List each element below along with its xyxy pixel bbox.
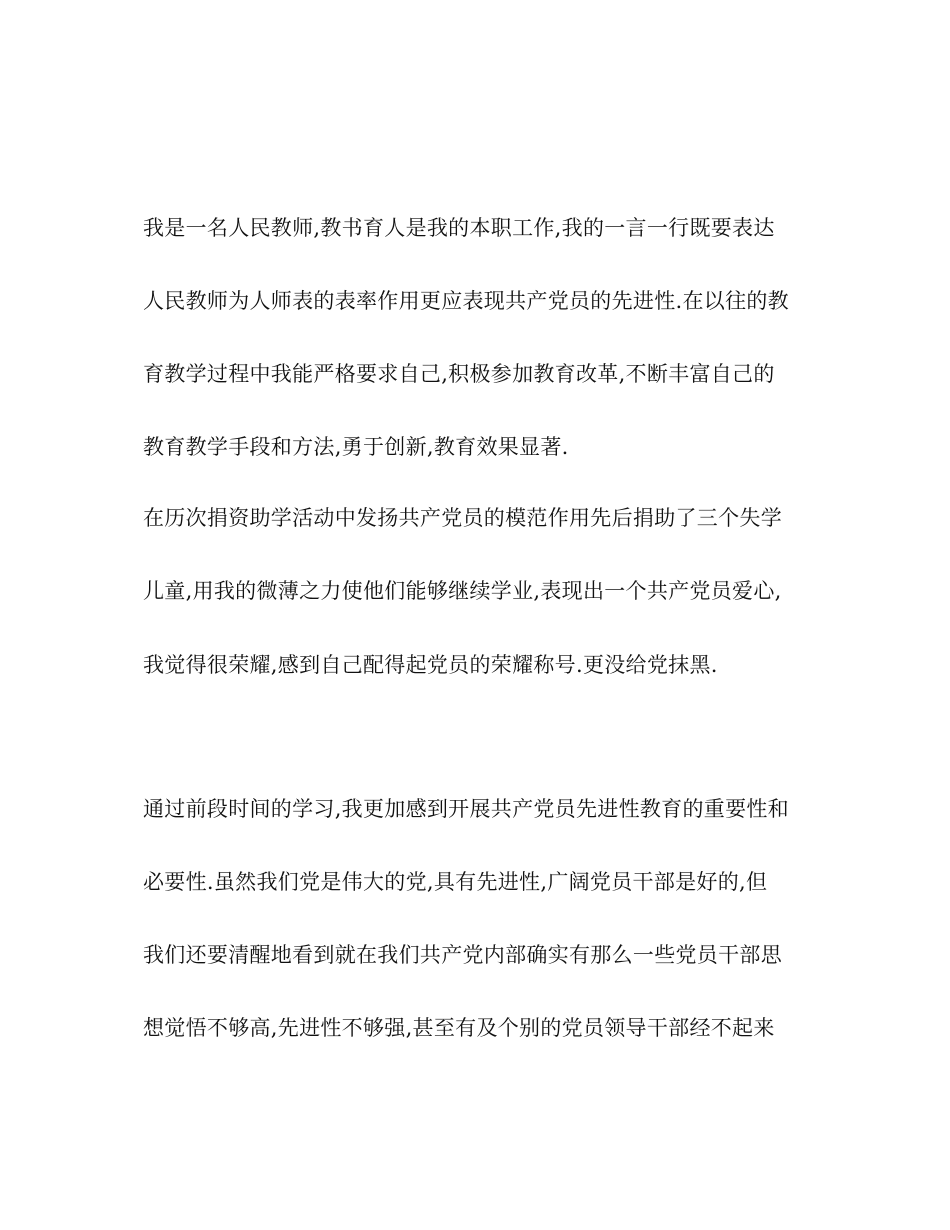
paragraph-line: 通过前段时间的学习,我更加感到开展共产党员先进性教育的重要性和 — [143, 797, 789, 821]
paragraph-line: 想觉悟不够高,先进性不够强,甚至有及个别的党员领导干部经不起来 — [143, 1016, 775, 1040]
paragraph-line: 必要性.虽然我们党是伟大的党,具有先进性,广阔党员干部是好的,但 — [143, 870, 768, 894]
paragraph-line: 教育教学手段和方法,勇于创新,教育效果显著. — [143, 435, 569, 459]
paragraph-line: 我们还要清醒地看到就在我们共产党内部确实有那么一些党员干部思 — [143, 943, 782, 967]
paragraph-line: 我觉得很荣耀,感到自己配得起党员的荣耀称号.更没给党抹黑. — [143, 653, 718, 677]
paragraph-line: 育教学过程中我能严格要求自己,积极参加教育改革,不断丰富自己的 — [143, 362, 775, 386]
paragraph-line: 人民教师为人师表的表率作用更应表现共产党员的先进性.在以往的教 — [143, 289, 789, 313]
paragraph-line: 在历次捐资助学活动中发扬共产党员的模范作用先后捐助了三个失学 — [143, 506, 782, 530]
paragraph-line: 我是一名人民教师,教书育人是我的本职工作,我的一言一行既要表达 — [143, 216, 775, 240]
paragraph-line: 儿童,用我的微薄之力使他们能够继续学业,表现出一个共产党员爱心, — [143, 579, 782, 603]
